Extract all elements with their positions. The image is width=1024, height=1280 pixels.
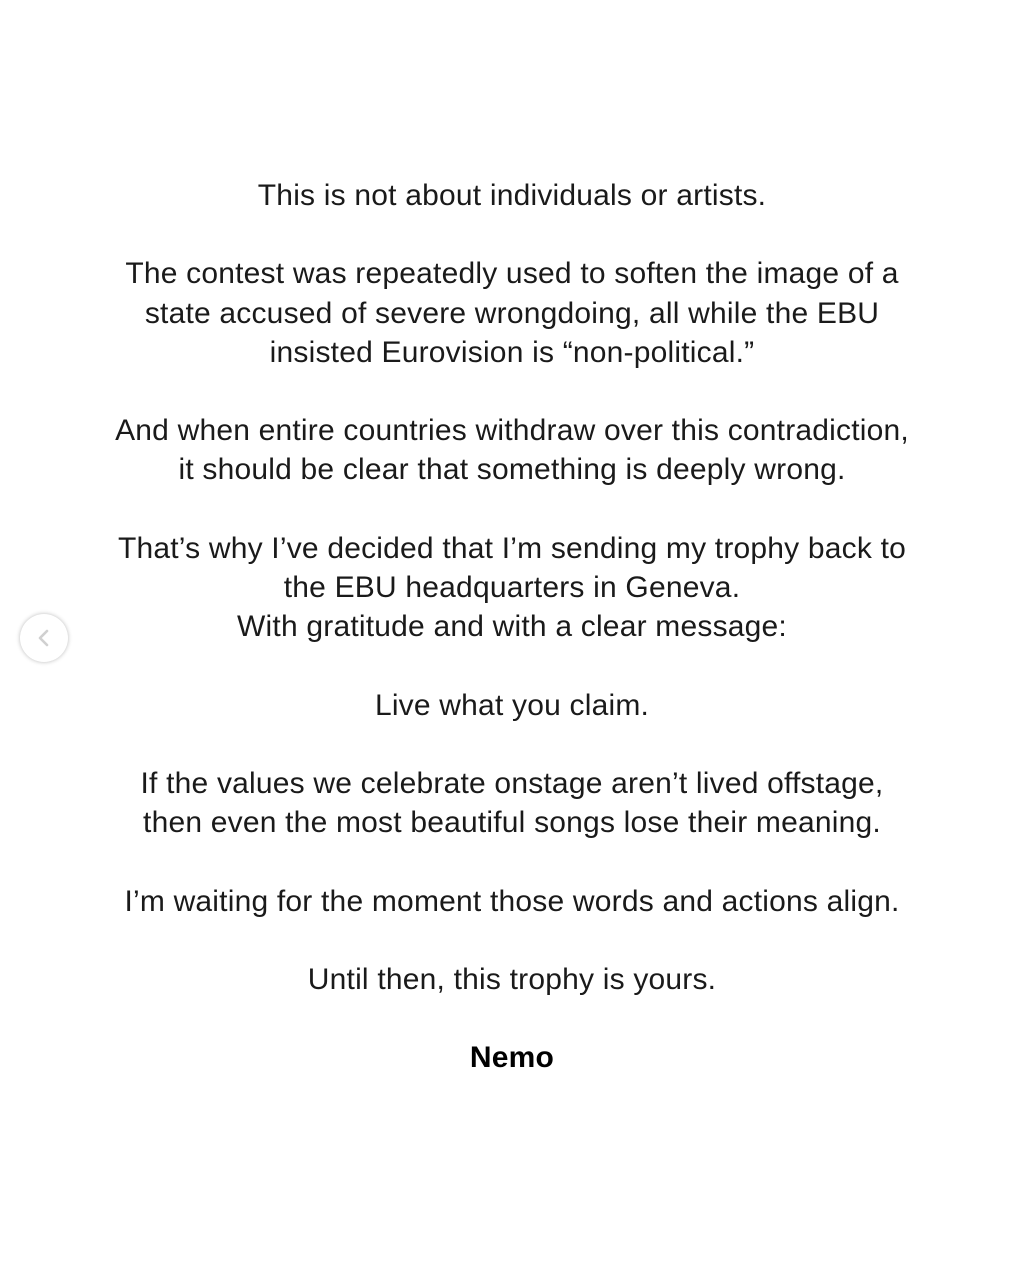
text-line: If the values we celebrate onstage aren’t lived offstage,: [140, 766, 884, 800]
text-line: Live what you claim.: [374, 688, 650, 722]
text-line: I’m waiting for the moment those words and actions align.: [124, 884, 900, 918]
text-line: state accused of severe wrongdoing, all while the EBU: [144, 296, 880, 330]
text-line: And when entire countries withdraw over this contradiction,: [115, 414, 909, 448]
statement-text: [0, 176, 1024, 1078]
text-line: it should be clear that something is deeply wrong.: [178, 453, 846, 487]
carousel-previous-button[interactable]: [20, 614, 68, 662]
paragraph: [0, 960, 1024, 999]
text-line: With gratitude and with a clear message:: [237, 610, 787, 644]
text-line: then even the most beautiful songs lose their meaning.: [143, 806, 881, 840]
chevron-left-icon: [34, 628, 54, 648]
paragraph: [0, 764, 1024, 842]
paragraph: [0, 529, 1024, 647]
paragraph: [0, 254, 1024, 372]
text-line: the EBU headquarters in Geneva.: [283, 570, 741, 604]
text-line: insisted Eurovision is “non-political.”: [269, 335, 755, 369]
text-line: That’s why I’ve decided that I’m sending my trophy back to: [117, 531, 907, 565]
signature-name: Nemo: [469, 1041, 555, 1075]
signature: [0, 1038, 1024, 1077]
text-line: This is not about individuals or artists.: [257, 179, 767, 212]
paragraph: [0, 686, 1024, 725]
text-line: Until then, this trophy is yours.: [307, 962, 717, 996]
text-line: The contest was repeatedly used to soften the image of a: [125, 257, 899, 291]
paragraph: [0, 411, 1024, 489]
paragraph: [0, 882, 1024, 921]
paragraph: [0, 176, 1024, 215]
